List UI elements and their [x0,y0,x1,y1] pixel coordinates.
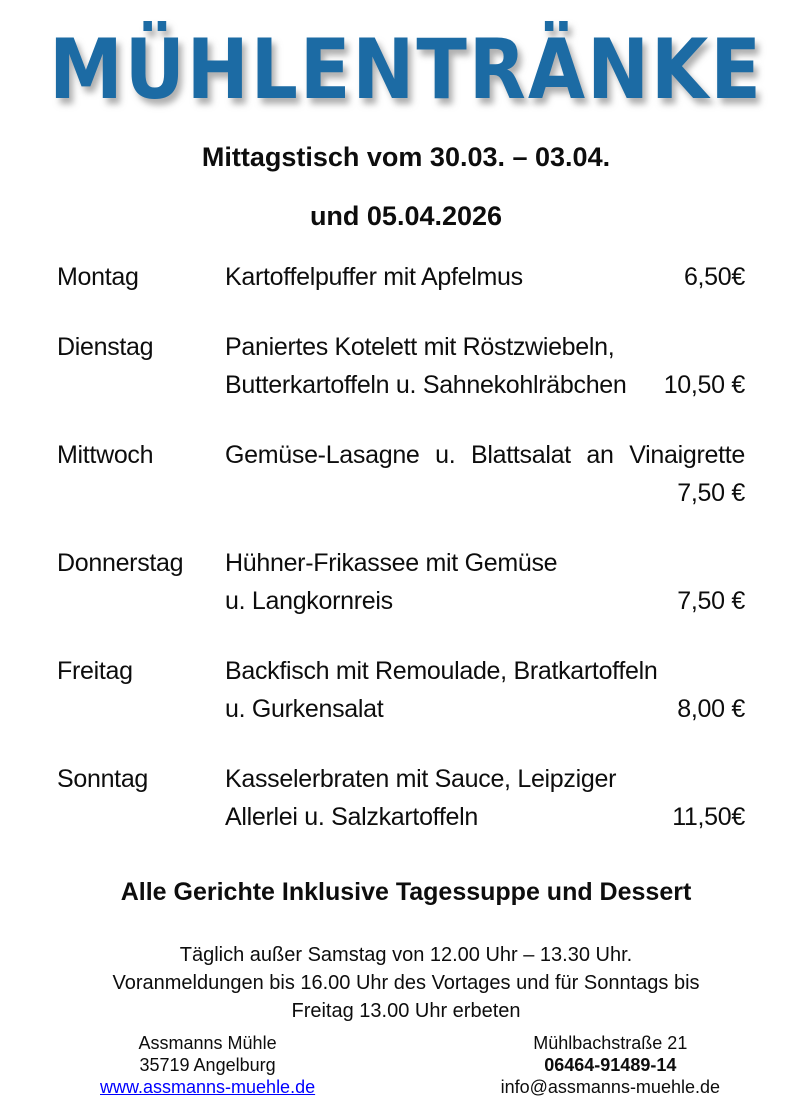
menu-title-line2: und 05.04.2026 [309,201,503,231]
dish-line: Paniertes Kotelett mit Röstzwiebeln, [225,333,615,361]
dish-text: u. Langkornreis [225,587,393,615]
dish-text: u. Gurkensalat [225,695,384,723]
day-label: Mittwoch [57,441,154,469]
dish-content [225,328,745,404]
dish-line [225,366,745,404]
contact-footer [100,1032,720,1098]
day-label: Freitag [57,657,133,685]
day-label: Dienstag [57,333,154,361]
dish-line [225,582,745,620]
dish-text: Allerlei u. Salzkartoffeln [225,803,478,831]
business-name: Assmanns Mühle [138,1033,277,1053]
contact-right [501,1032,720,1098]
opening-hours [0,941,812,1025]
street-address: Mühlbachstraße 21 [533,1033,688,1053]
dish-content [225,436,745,512]
dish-content [225,652,745,728]
price-text: 7,50 € [677,587,745,615]
price-text: 8,00 € [677,695,745,723]
dish-line [225,798,745,836]
day-label: Montag [57,263,139,291]
dish-line: Gemüse-Lasagne u. Blattsalat an Vinaigrette [225,441,745,469]
opening-hours-line: Täglich außer Samstag von 12.00 Uhr – 13.30 Uhr. [179,944,633,966]
menu-row-donnerstag [57,544,745,620]
menu-row-freitag [57,652,745,728]
note-heading: Alle Gerichte Inklusive Tagessuppe und Dessert [120,878,692,906]
weekly-menu [57,258,745,836]
business-city: 35719 Angelburg [139,1055,276,1075]
opening-hours-line: Voranmeldungen bis 16.00 Uhr des Vortages und für Sonntags bis [112,972,700,994]
day-label: Sonntag [57,765,149,793]
dish-line: Kasselerbraten mit Sauce, Leipziger [225,765,617,793]
dish-content [225,760,745,836]
website-link[interactable]: www.assmanns-muehle.de [100,1077,316,1097]
menu-title-line1: Mittagstisch vom 30.03. – 03.04. [201,142,611,172]
dish-content [225,258,745,296]
menu-row-montag [57,258,745,296]
dish-line [225,258,745,296]
price-text: 10,50 € [663,371,745,399]
dish-text: Butterkartoffeln u. Sahnekohlräbchen [225,371,627,399]
menu-row-mittwoch [57,436,745,512]
price-text: 6,50€ [683,263,745,291]
menu-row-sonntag [57,760,745,836]
dish-line: Backfisch mit Remoulade, Bratkartoffeln [225,657,658,685]
contact-left [100,1032,315,1098]
day-label: Donnerstag [57,549,184,577]
price-text: 7,50 € [677,479,745,507]
phone-number: 06464-91489-14 [544,1055,677,1075]
opening-hours-line: Freitag 13.00 Uhr erbeten [291,1000,521,1022]
restaurant-logo: MÜHLENTRÄNKE [49,22,763,119]
email-address: info@assmanns-muehle.de [500,1077,720,1097]
price-text: 11,50€ [672,803,745,831]
dish-line [225,690,745,728]
lunch-menu-page [0,22,812,1102]
dish-text: Kartoffelpuffer mit Apfelmus [225,263,523,291]
dish-content [225,544,745,620]
dish-line: Hühner-Frikassee mit Gemüse [225,549,558,577]
menu-row-dienstag [57,328,745,404]
